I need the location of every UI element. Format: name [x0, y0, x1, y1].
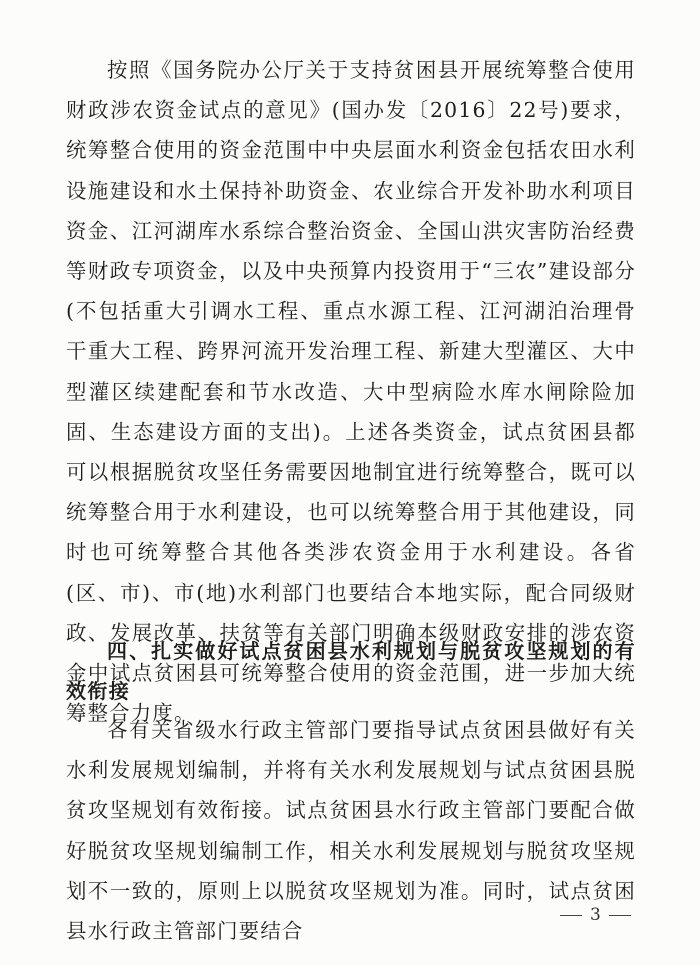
page-number-left-dash [560, 915, 582, 916]
paragraph-funding-scope: 按照《国务院办公厅关于支持贫困县开展统筹整合使用财政涉农资金试点的意见》(国办发〔2016〕22号)要求，统筹整合使用的资金范围中中央层面水利资金包括农田水利设施建设和水土保持补助资金、农业综合开发补助水利项目资金、江河湖库水系综合整治资金、全国山洪灾害防治经费等财政专项资金，以及中央预算内投资用于“三农”建设部分(不包括重大引调水工程、重点水源工程、江河湖泊治理骨干重大工程、跨界河流开发治理工程、新建大型灌区、大中型灌区续建配套和节水改造、大中型病险水库水闸除险加固、生态建设方面的支出)。上述各类资金，试点贫困县都可以根据脱贫攻坚任务需要因地制宜进行统筹整合，既可以统筹整合用于水利建设，也可以统筹整合用于其他建设，同时也可统筹整合其他各类涉农资金用于水利建设。各省(区、市)、市(地)水利部门也要结合本地实际，配合同级财政、发展改革、扶贫等有关部门明确本级财政安排的涉农资金中试点贫困县可统筹整合使用的资金范围，进一步加大统筹整合力度。 [66, 58, 636, 726]
page-number [560, 905, 640, 925]
paragraph-planning-alignment: 各有关省级水行政主管部门要指导试点贫困县做好有关水利发展规划编制，并将有关水利发展规划与试点贫困县脱贫攻坚规划有效衔接。试点贫困县水行政主管部门要配合做好脱贫攻坚规划编制工作，相关水利发展规划与脱贫攻坚规划不一致的，原则上以脱贫攻坚规划为准。同时，试点贫困县水行政主管部门要结合 [66, 718, 636, 944]
section-heading-four: 四、扎实做好试点贫困县水利规划与脱贫攻坚规划的有效衔接 [66, 639, 636, 703]
page-number-right-dash [609, 915, 631, 916]
page-number-value: 3 [590, 905, 601, 925]
